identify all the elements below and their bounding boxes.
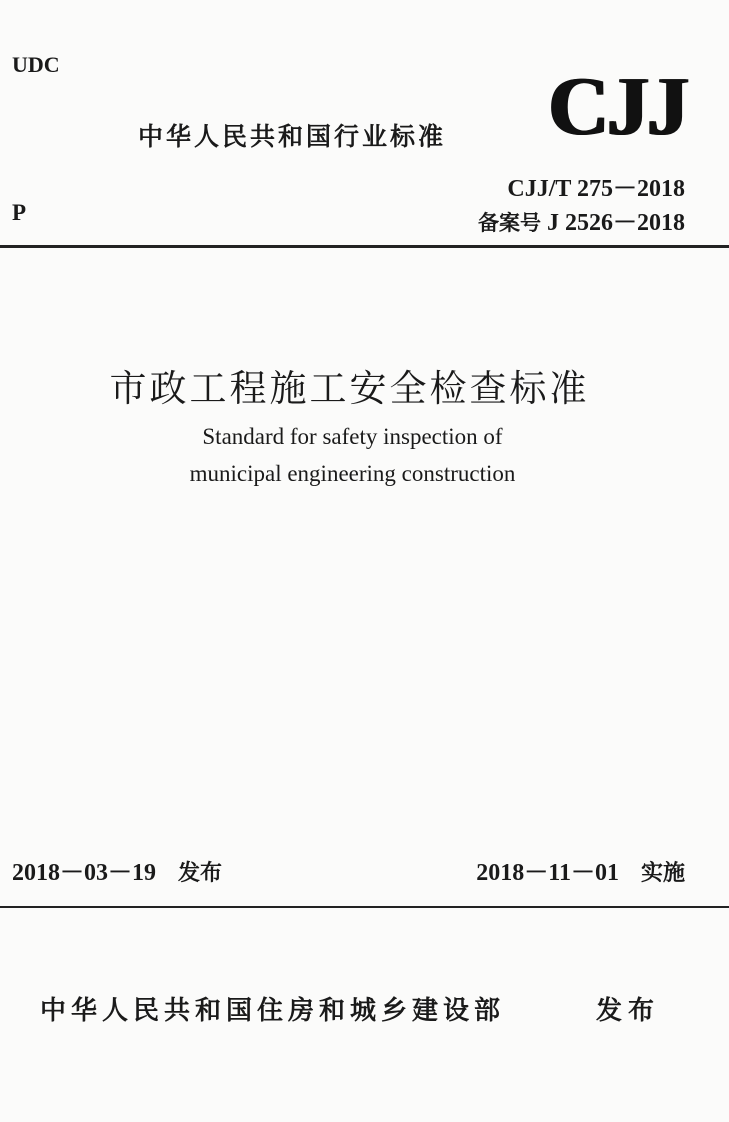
standard-type-heading: 中华人民共和国行业标准 <box>138 122 447 151</box>
record-number <box>478 202 685 237</box>
record-value: J 2526－2018 <box>547 210 685 236</box>
document-title-english-line1: Standard for safety inspection of <box>202 424 503 449</box>
publish-date <box>12 852 222 887</box>
publish-label: 发布 <box>178 861 223 886</box>
category-code: P <box>12 200 27 225</box>
header-divider <box>0 245 729 248</box>
record-prefix: 备案号 <box>478 211 541 235</box>
effective-date <box>476 852 685 887</box>
cjj-logo: CJJ <box>548 60 687 153</box>
publish-date-value: 2018－03－19 <box>12 860 156 886</box>
document-title-english-line2: municipal engineering construction <box>189 461 516 486</box>
issue-label: 发布 <box>596 996 661 1026</box>
footer-divider <box>0 906 729 908</box>
udc-label: UDC <box>12 52 60 77</box>
standard-code: CJJ/T 275－2018 <box>507 176 685 202</box>
issuing-authority: 中华人民共和国住房和城乡建设部 <box>40 996 506 1026</box>
document-title-chinese: 市政工程施工安全检查标准 <box>109 367 590 410</box>
effective-date-value: 2018－11－01 <box>476 860 619 886</box>
effective-label: 实施 <box>640 861 685 886</box>
